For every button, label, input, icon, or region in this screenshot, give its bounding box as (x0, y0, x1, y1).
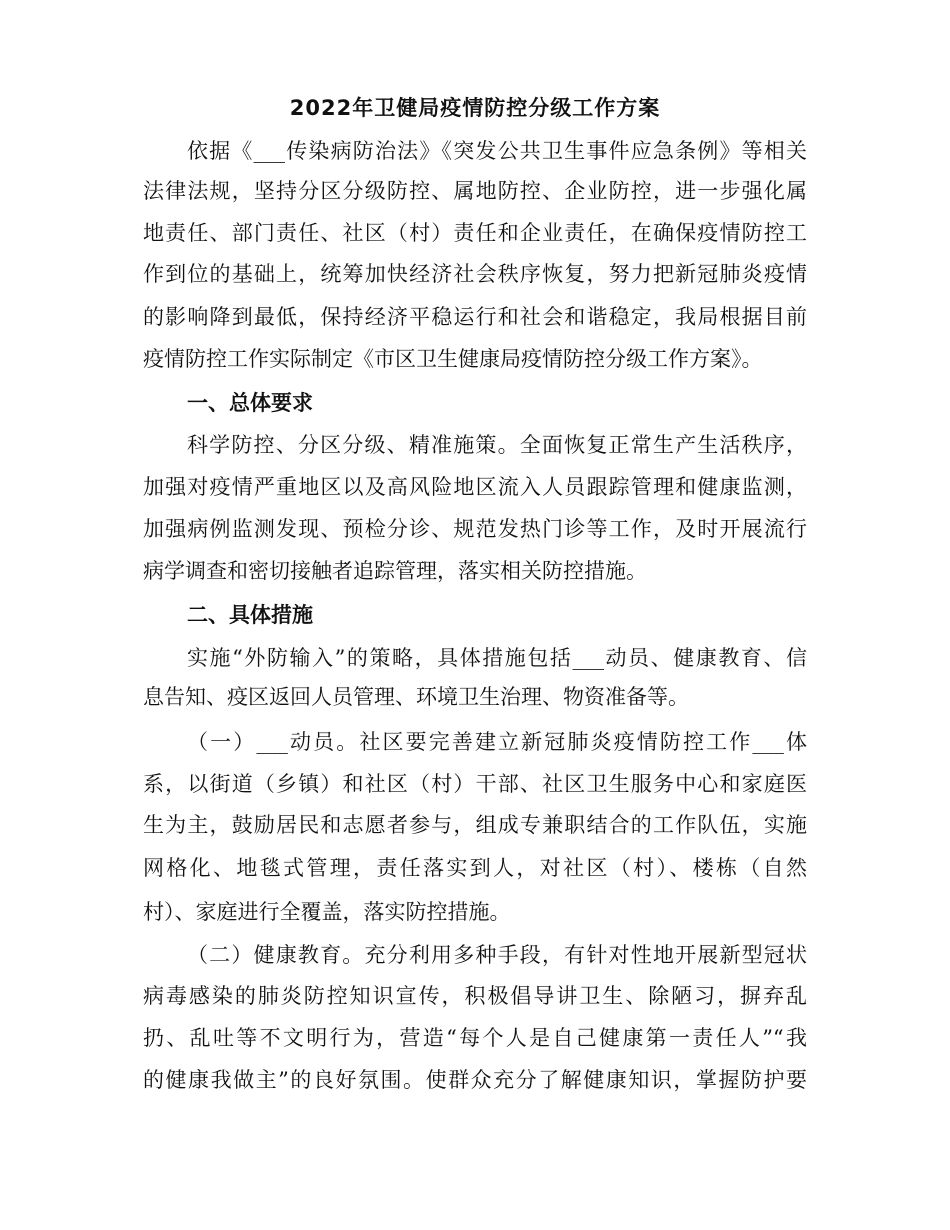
intro-line: 作到位的基础上，统筹加快经济社会秩序恢复，努力把新冠肺炎疫情 (143, 262, 807, 286)
item1-line: （一）___动员。社区要完善建立新冠肺炎疫情防控工作___体 (187, 730, 807, 754)
item2-line: 病毒感染的肺炎防控知识宣传，积极倡导讲卫生、除陋习，摒弃乱 (143, 984, 807, 1008)
section2-line: 息告知、疫区返回人员管理、环境卫生治理、物资准备等。 (143, 685, 689, 709)
item2-line: 的健康我做主”的良好氛围。使群众充分了解健康知识，掌握防护要 (143, 1068, 807, 1092)
section1-line: 加强对疫情严重地区以及高风险地区流入人员跟踪管理和健康监测， (143, 475, 807, 499)
intro-line: 依据《___传染病防治法》《突发公共卫生事件应急条例》等相关 (187, 139, 807, 163)
item1-line: 网格化、地毯式管理，责任落实到人，对社区（村）、楼栋（自然 (143, 856, 807, 880)
document-title: 2022年卫健局疫情防控分级工作方案 (289, 96, 661, 120)
section-heading-specific-measures: 二、具体措施 (187, 603, 313, 627)
item1-line: 生为主，鼓励居民和志愿者参与，组成专兼职结合的工作队伍，实施 (143, 813, 807, 837)
intro-line: 的影响降到最低，保持经济平稳运行和社会和谐稳定，我局根据目前 (143, 305, 807, 329)
intro-line: 法律法规，坚持分区分级防控、属地防控、企业防控，进一步强化属 (143, 179, 807, 203)
section-heading-general-requirements: 一、总体要求 (187, 391, 313, 415)
section2-line: 实施“外防输入”的策略，具体措施包括___动员、健康教育、信 (187, 646, 807, 670)
intro-line: 疫情防控工作实际制定《市区卫生健康局疫情防控分级工作方案》。 (143, 347, 763, 371)
section1-line: 病学调查和密切接触者追踪管理，落实相关防控措施。 (143, 559, 647, 583)
item1-line: 系，以街道（乡镇）和社区（村）干部、社区卫生服务中心和家庭医 (143, 772, 807, 796)
section1-line: 科学防控、分区分级、精准施策。全面恢复正常生产生活秩序， (187, 433, 807, 457)
intro-line: 地责任、部门责任、社区（村）责任和企业责任，在确保疫情防控工 (143, 221, 807, 245)
item1-line: 村）、家庭进行全覆盖，落实防控措施。 (143, 900, 511, 924)
item2-line: 扔、乱吐等不文明行为，营造“每个人是自己健康第一责任人”“我 (143, 1026, 807, 1050)
section1-line: 加强病例监测发现、预检分诊、规范发热门诊等工作，及时开展流行 (143, 517, 807, 541)
item2-line: （二）健康教育。充分利用多种手段，有针对性地开展新型冠状 (187, 943, 807, 967)
